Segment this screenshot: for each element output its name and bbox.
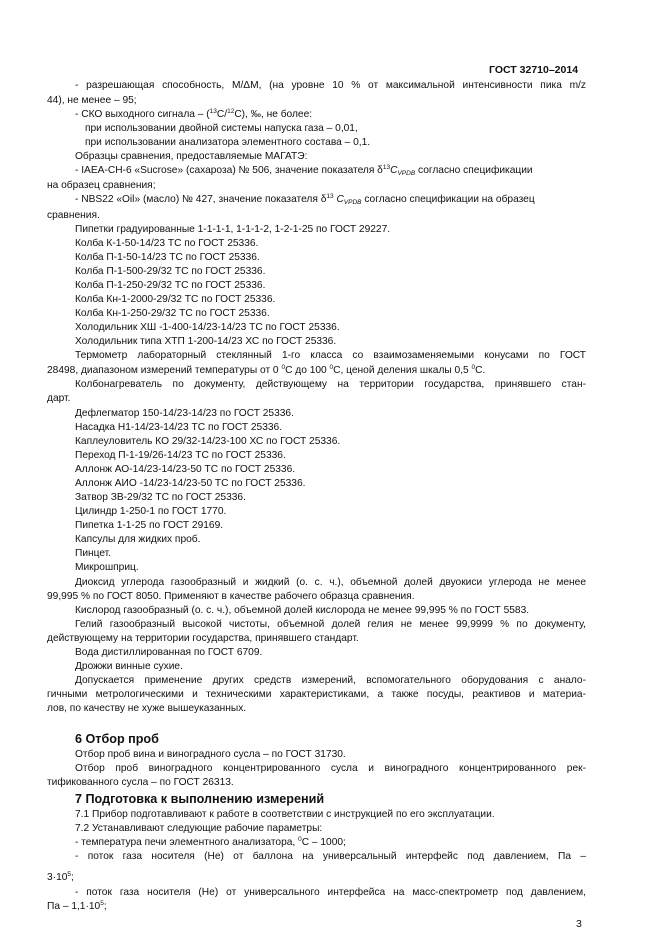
text-run: 28498, диапазоном измерений температуры от 0 bbox=[47, 365, 282, 376]
body-line bbox=[75, 165, 533, 177]
body-line: Колба К-1-50-14/23 ТС по ГОСТ 25336. bbox=[75, 238, 259, 249]
superscript: 13 bbox=[326, 193, 334, 200]
section-7-line bbox=[47, 872, 74, 884]
body-line: Кислород газообразный (о. с. ч.), объемной долей кислорода не менее 99,995 % по ГОСТ 5583. bbox=[75, 605, 530, 616]
body-line: 44), не менее – 95; bbox=[47, 95, 137, 106]
superscript: 5 bbox=[100, 900, 104, 907]
text-run: ·10 bbox=[52, 872, 68, 883]
superscript: 5 bbox=[67, 871, 72, 878]
section-7-line: 7.2 Устанавливают следующие рабочие параметры: bbox=[75, 823, 323, 834]
body-line bbox=[47, 365, 485, 377]
page-number: 3 bbox=[576, 918, 582, 930]
body-line: Колба П-1-50-14/23 ТС по ГОСТ 25336. bbox=[75, 252, 260, 263]
section-6-line: Отбор проб вина и виноградного сусла – по ГОСТ 31730. bbox=[75, 749, 346, 760]
section-6-title: 6 Отбор проб bbox=[75, 732, 159, 746]
body-line: лов, по качеству не хуже вышеуказанных. bbox=[47, 703, 247, 714]
body-line: Дрожжи винные сухие. bbox=[75, 661, 183, 672]
body-line: Колба Кн-1-250-29/32 ТС по ГОСТ 25336. bbox=[75, 308, 270, 319]
body-line: Колба П-1-500-29/32 ТС по ГОСТ 25336. bbox=[75, 266, 266, 277]
text-run: согласно спецификации на образец bbox=[361, 194, 535, 205]
doc-number-header: ГОСТ 32710–2014 bbox=[489, 64, 579, 76]
superscript: 13 bbox=[209, 108, 217, 115]
section-6-line: тификованного сусла – по ГОСТ 26313. bbox=[47, 777, 234, 788]
text-run: Па – 1,1 bbox=[47, 901, 86, 912]
body-line bbox=[75, 109, 312, 121]
section-7-line: - поток газа носителя (Не) от универсального интерфейса на масс-спектрометр под давлением, bbox=[75, 887, 586, 898]
body-line: при использовании двойной системы напуска газа – 0,01, bbox=[85, 123, 358, 134]
body-line: Пипетка 1-1-25 по ГОСТ 29169. bbox=[75, 520, 224, 531]
section-7-line bbox=[47, 901, 107, 913]
body-line bbox=[75, 194, 535, 206]
text-run: ; bbox=[103, 901, 107, 912]
section-7-title: 7 Подготовка к выполнению измерений bbox=[75, 792, 325, 806]
superscript: 0 bbox=[298, 836, 302, 843]
text-run: 3 bbox=[47, 872, 53, 883]
body-line: гичными метрологическими и техническими характеристиками, а также посуды, реактивов и материа- bbox=[47, 689, 586, 700]
text-run: C bbox=[336, 194, 344, 205]
body-line: Аллонж АО-14/23-14/23-50 ТС по ГОСТ 25336. bbox=[75, 464, 296, 475]
body-line: при использовании анализатора элементного состава – 0,1. bbox=[85, 137, 371, 148]
body-line: Каплеуловитель КО 29/32-14/23-100 ХС по ГОСТ 25336. bbox=[75, 436, 341, 447]
body-line: Дефлегматор 150-14/23-14/23 по ГОСТ 25336. bbox=[75, 408, 294, 419]
body-line: Цилиндр 1-250-1 по ГОСТ 1770. bbox=[75, 506, 227, 517]
section-7-line: 7.1 Прибор подготавливают к работе в соответствии с инструкцией по его эксплуатации. bbox=[75, 809, 495, 820]
superscript: 0 bbox=[471, 364, 476, 371]
body-line: Пинцет. bbox=[75, 548, 112, 559]
body-line: Колба Кн-1-2000-29/32 ТС по ГОСТ 25336. bbox=[75, 294, 276, 305]
text-run: C, ценой деления шкалы 0,5 bbox=[333, 365, 472, 376]
body-line: действующему на территории государства, принявшего стандарт. bbox=[47, 633, 359, 644]
section-6-line: Отбор проб виноградного концентрированного сусла и виноградного концентрированного рек- bbox=[75, 763, 586, 774]
body-line: Образцы сравнения, предоставляемые МАГАТЭ: bbox=[75, 151, 308, 162]
body-line: Колбонагреватель по документу, действующему на территории государства, принявшего стан- bbox=[75, 379, 586, 390]
text-run: ; bbox=[71, 872, 74, 883]
subscript: VPDB bbox=[343, 199, 362, 206]
body-line: Аллонж АИО -14/23-14/23-50 ТС по ГОСТ 25336. bbox=[75, 478, 306, 489]
subscript: VPDB bbox=[397, 170, 416, 177]
text-run: C bbox=[390, 165, 398, 176]
text-run: - IAEA-CH-6 «Sucrose» (сахароза) № 506, значение показателя δ bbox=[75, 165, 383, 176]
text-run: - СКО выходного сигнала – ( bbox=[75, 109, 210, 120]
superscript: 12 bbox=[227, 108, 235, 115]
text-run: C. bbox=[475, 365, 486, 376]
body-line: Вода дистиллированная по ГОСТ 6709. bbox=[75, 647, 263, 658]
body-line: 99,995 % по ГОСТ 8050. Применяют в качестве рабочего образца сравнения. bbox=[47, 591, 415, 602]
body-line: Термометр лабораторный стеклянный 1-го класса со взаимозаменяемыми конусами по ГОСТ bbox=[75, 350, 586, 361]
text-run: С), ‰, не более: bbox=[234, 109, 313, 120]
body-line: - разрешающая способность, M/ΔM, (на уровне 10 % от максимальной интенсивности пика m/z bbox=[75, 80, 586, 91]
body-line: Насадка Н1-14/23-14/23 ТС по ГОСТ 25336. bbox=[75, 422, 283, 433]
text-run: C до 100 bbox=[285, 365, 330, 376]
body-line: Капсулы для жидких проб. bbox=[75, 534, 201, 545]
section-7-line bbox=[75, 837, 346, 849]
section-7-line: - поток газа носителя (Не) от баллона на универсальный интерфейс под давлением, Па – bbox=[75, 851, 586, 862]
text-run: С – 1000; bbox=[301, 837, 346, 848]
text-run: - NBS22 «Oil» (масло) № 427, значение показателя δ bbox=[75, 194, 327, 205]
body-line: дарт. bbox=[47, 393, 71, 404]
text-run: - температура печи элементного анализатора, bbox=[75, 837, 299, 848]
body-line: на образец сравнения; bbox=[47, 180, 156, 191]
body-line: Холодильник ХШ -1-400-14/23-14/23 ТС по ГОСТ 25336. bbox=[75, 322, 340, 333]
body-line: Переход П-1-19/26-14/23 ТС по ГОСТ 25336. bbox=[75, 450, 286, 461]
superscript: 0 bbox=[281, 364, 286, 371]
body-line: Диоксид углерода газообразный и жидкий (о. с. ч.), объемной долей двуокиси углерода не менее bbox=[75, 577, 586, 588]
body-line: Колба П-1-250-29/32 ТС по ГОСТ 25336. bbox=[75, 280, 266, 291]
body-line: Гелий газообразный высокой чистоты, объемной долей гелия не менее 99,9999 % по документу, bbox=[75, 619, 586, 630]
body-line: Холодильник типа ХТП 1-200-14/23 ХС по ГОСТ 25336. bbox=[75, 336, 337, 347]
text-run: ·10 bbox=[85, 901, 101, 912]
superscript: 0 bbox=[329, 364, 334, 371]
body-line: сравнения. bbox=[47, 210, 100, 221]
body-line: Пипетки градуированные 1-1-1-1, 1-1-1-2, 1-2-1-25 по ГОСТ 29227. bbox=[75, 224, 391, 235]
body-line: Допускается применение других средств измерений, вспомогательного оборудования с анало- bbox=[75, 675, 586, 686]
body-line: Микрошприц. bbox=[75, 562, 139, 573]
text-run: С/ bbox=[216, 109, 228, 120]
body-line: Затвор ЗВ-29/32 ТС по ГОСТ 25336. bbox=[75, 492, 246, 503]
text-run: согласно спецификации bbox=[415, 165, 533, 176]
superscript: 13 bbox=[382, 164, 391, 171]
